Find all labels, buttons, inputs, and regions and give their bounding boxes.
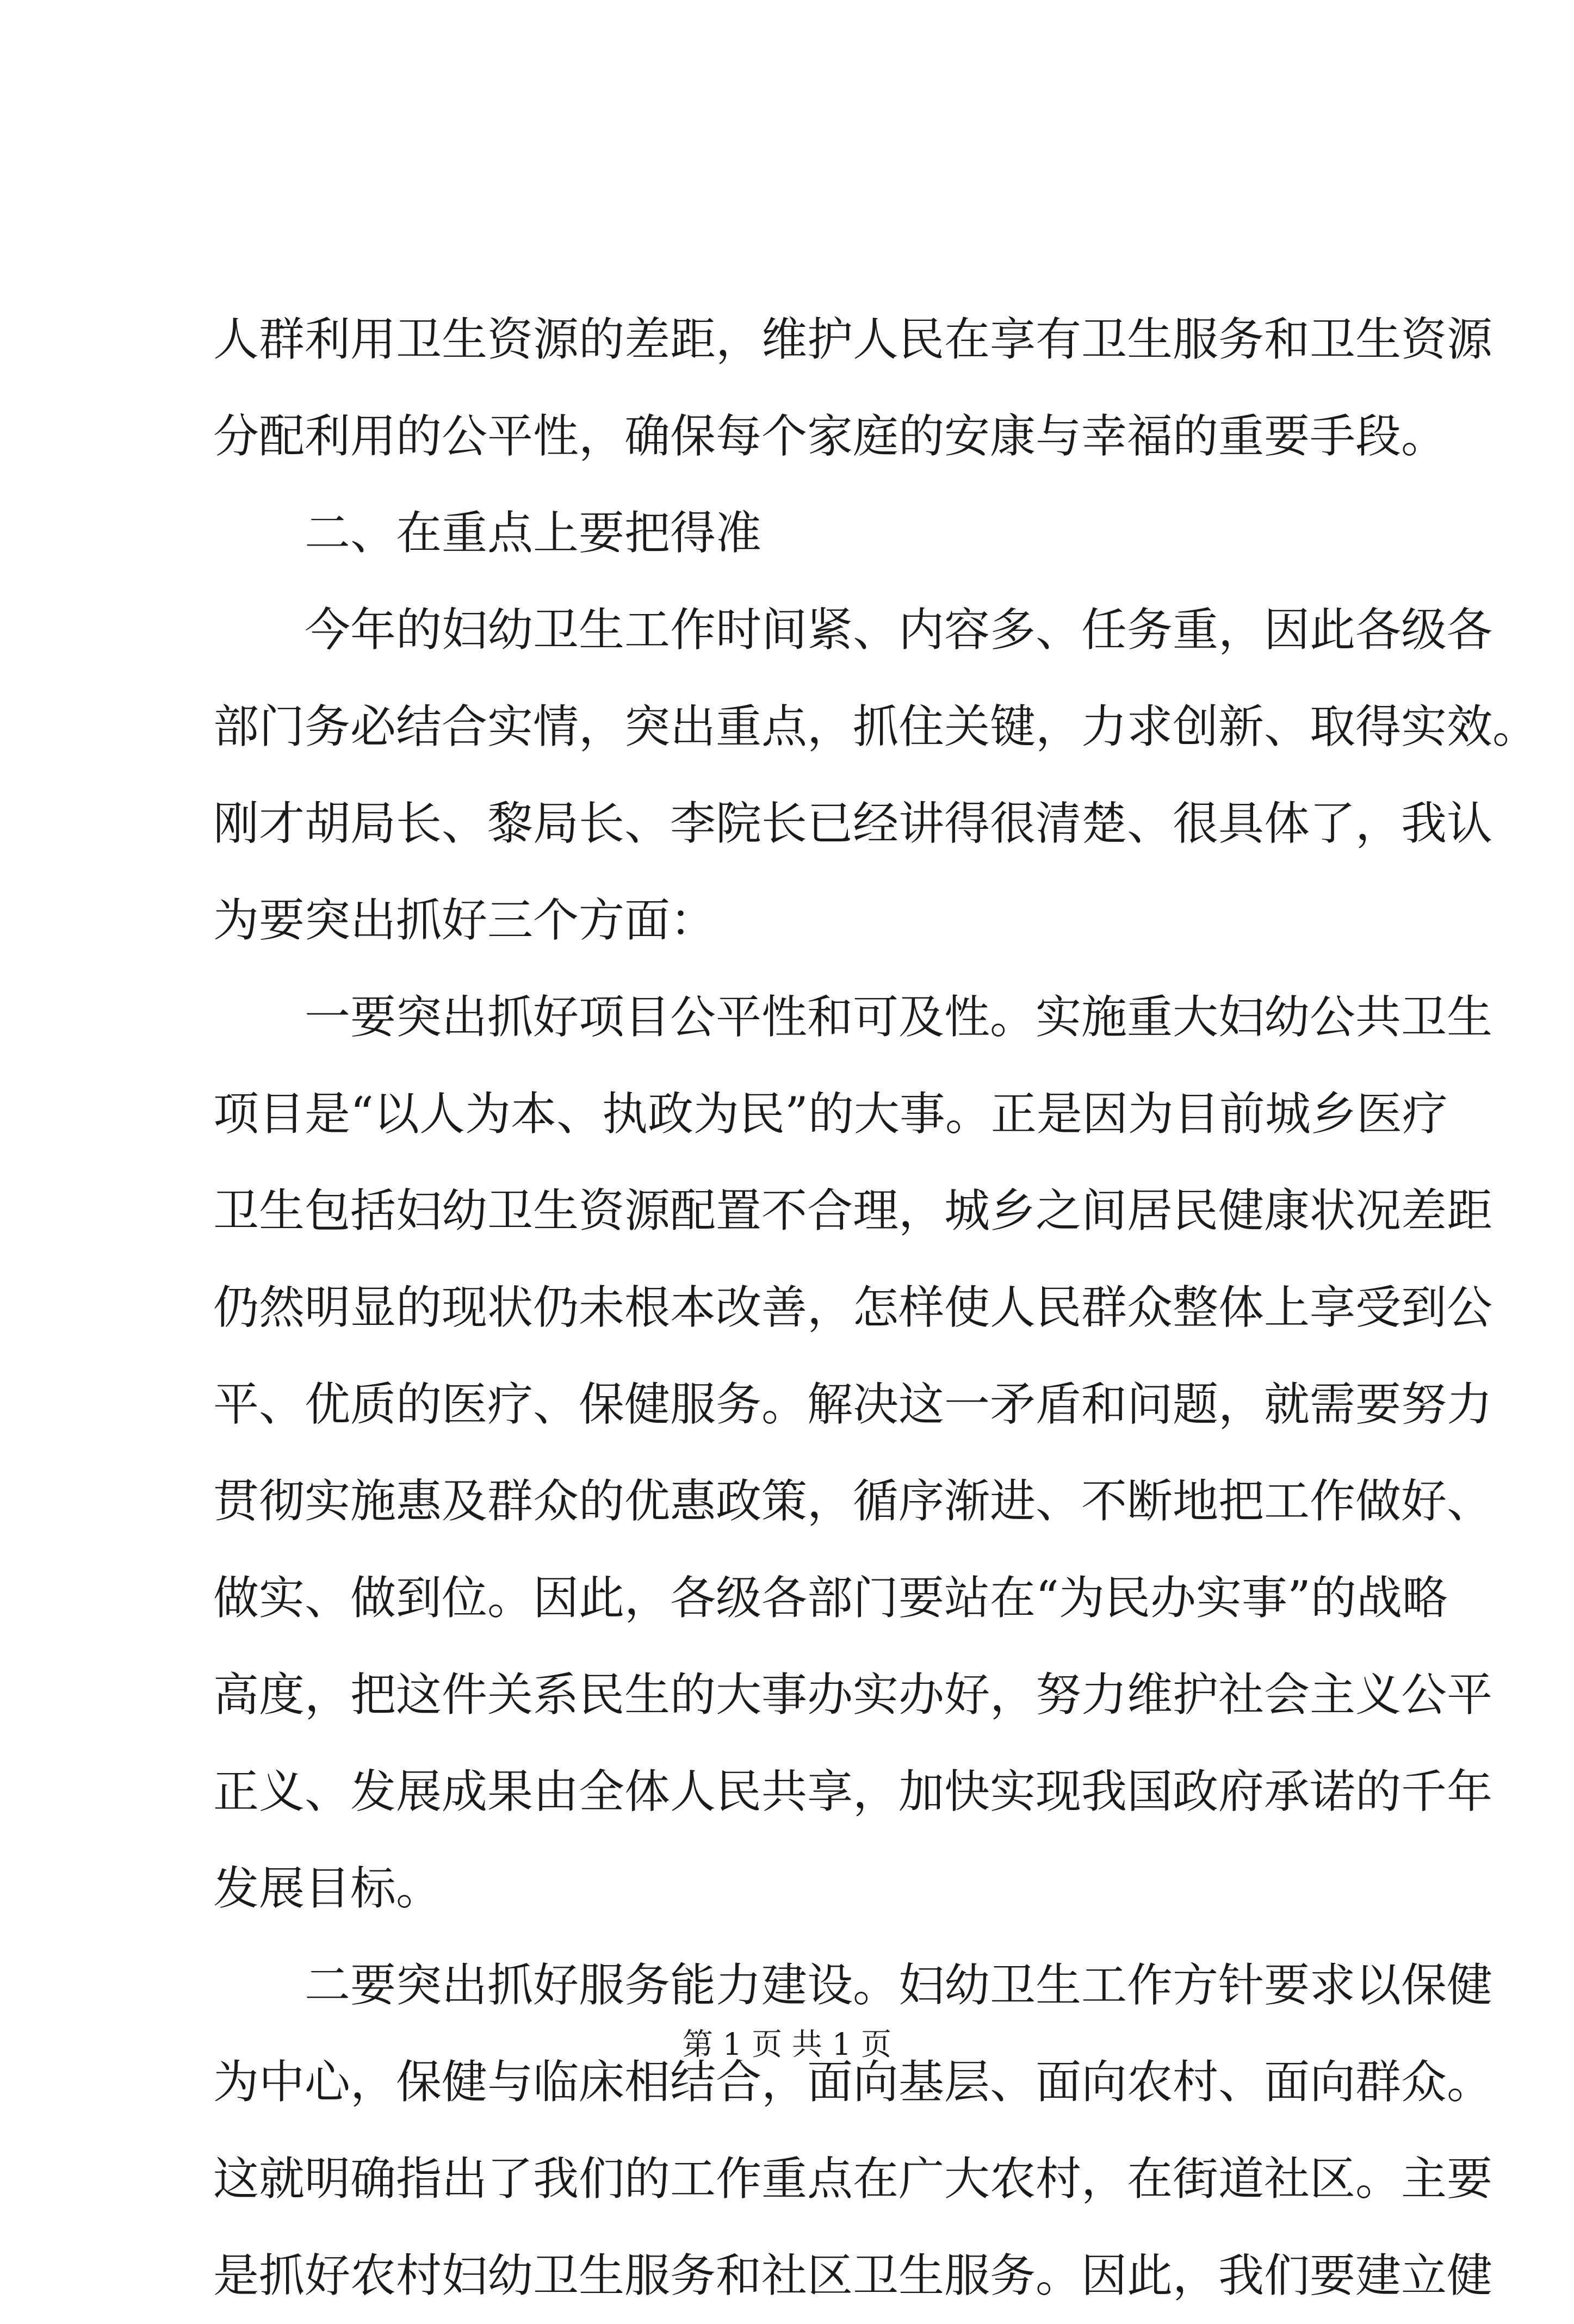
section-heading: 二、在重点上要把得准: [305, 506, 762, 560]
text-line: 做实、做到位。因此，各级各部门要站在“为民办实事”的战略: [213, 1571, 1448, 1625]
text-line: 卫生包括妇幼卫生资源配置不合理，城乡之间居民健康状况差距: [213, 1184, 1493, 1237]
text-line: 项目是“以人为本、执政为民”的大事。正是因为目前城乡医疗: [213, 1087, 1448, 1141]
text-line: 发展目标。: [213, 1862, 442, 1915]
document-body: [213, 291, 1539, 2324]
text-line: 为中心，保健与临床相结合，面向基层、面向农村、面向群众。: [213, 2055, 1493, 2109]
text-line: 部门务必结合实情，突出重点，抓住关键，力求创新、取得实效。: [213, 700, 1539, 753]
text-line: 刚才胡局长、黎局长、李院长已经讲得很清楚、很具体了，我认: [213, 797, 1493, 850]
text-line: 二要突出抓好服务能力建设。妇幼卫生工作方针要求以保健: [305, 1959, 1493, 2012]
text-line: 贯彻实施惠及群众的优惠政策，循序渐进、不断地把工作做好、: [213, 1474, 1493, 1528]
text-line: 这就明确指出了我们的工作重点在广大农村，在街道社区。主要: [213, 2152, 1493, 2205]
text-line: 仍然明显的现状仍未根本改善，怎样使人民群众整体上享受到公: [213, 1281, 1493, 1334]
text-line: 是抓好农村妇幼卫生服务和社区卫生服务。因此，我们要建立健: [213, 2249, 1493, 2302]
text-line: 高度，把这件关系民生的大事办实办好，努力维护社会主义公平: [213, 1668, 1493, 1721]
page-footer: 第 1 页 共 1 页: [682, 2027, 892, 2062]
text-line: 为要突出抓好三个方面：: [213, 894, 716, 947]
text-line: 平、优质的医疗、保健服务。解决这一矛盾和问题，就需要努力: [213, 1378, 1493, 1431]
text-line: 一要突出抓好项目公平性和可及性。实施重大妇幼公共卫生: [305, 990, 1493, 1044]
text-line: 今年的妇幼卫生工作时间紧、内容多、任务重，因此各级各: [305, 603, 1493, 656]
text-line: 正义、发展成果由全体人民共享，加快实现我国政府承诺的千年: [213, 1765, 1493, 1818]
text-line: 人群利用卫生资源的差距，维护人民在享有卫生服务和卫生资源: [213, 313, 1493, 366]
text-line: 分配利用的公平性，确保每个家庭的安康与幸福的重要手段。: [213, 410, 1447, 463]
